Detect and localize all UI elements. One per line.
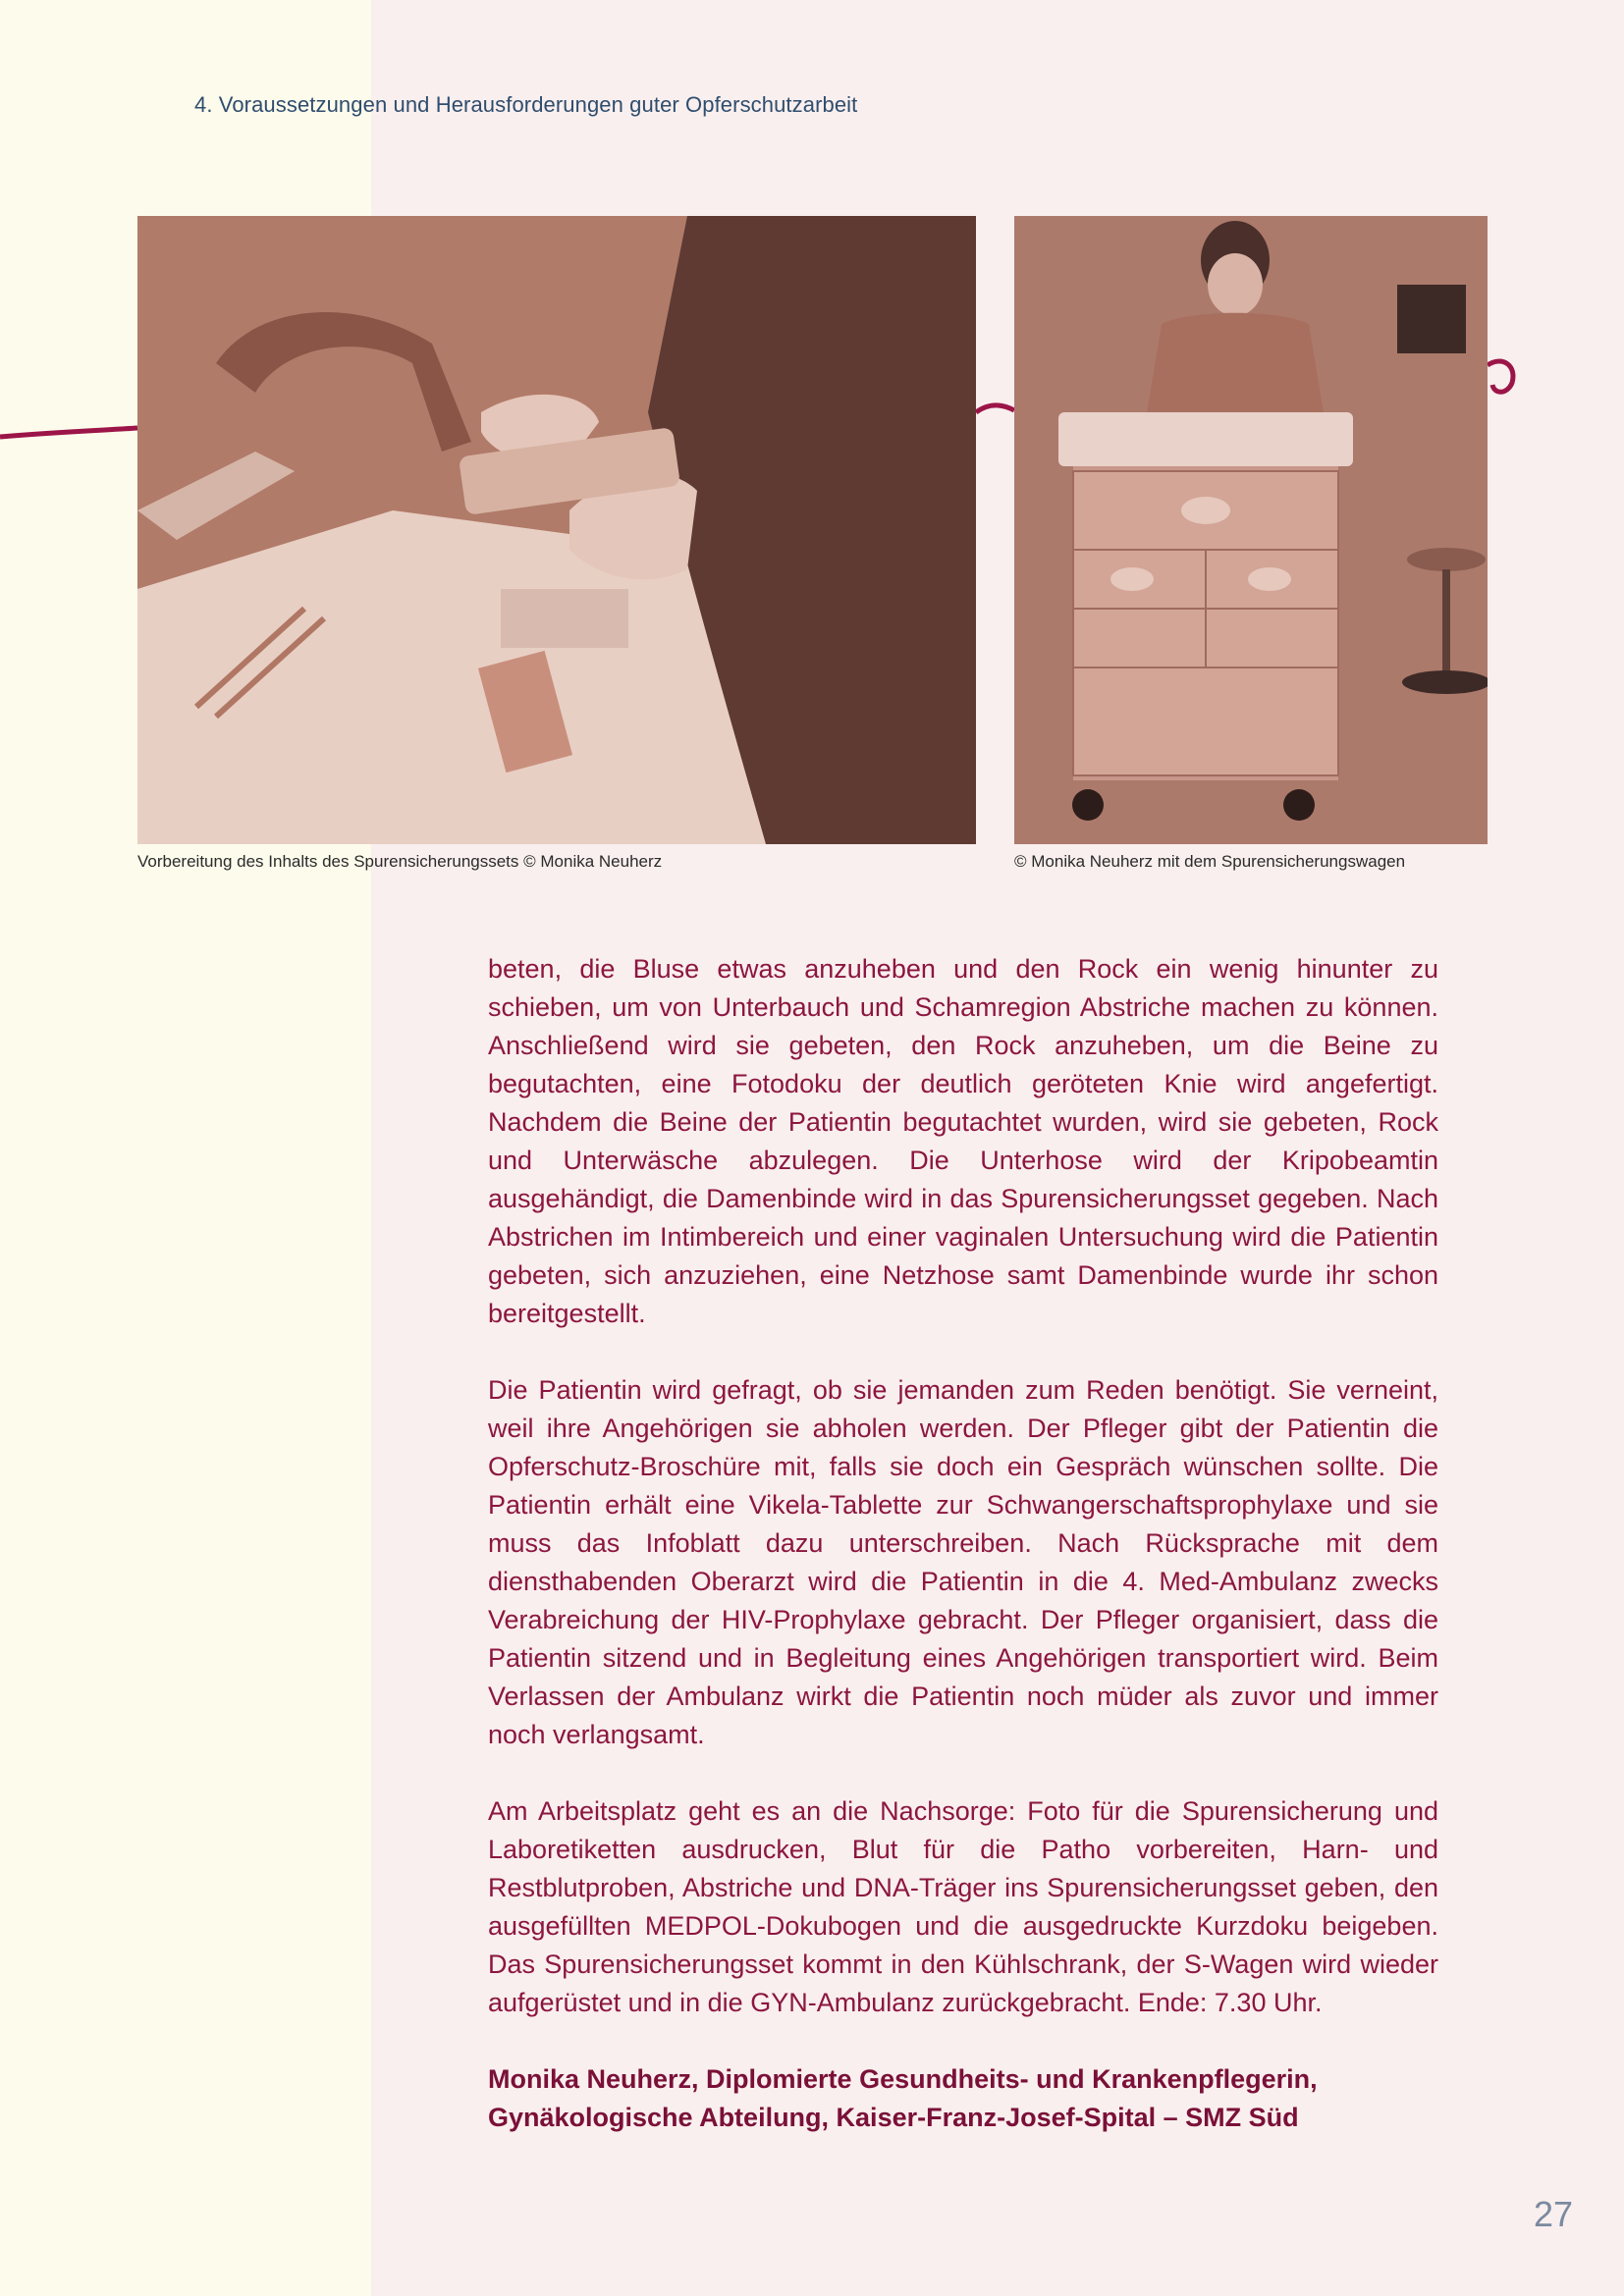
signature-line: Gynäkologische Abteilung, Kaiser-Franz-Josef-Spital – SMZ Süd [488, 2103, 1299, 2132]
paragraph: beten, die Bluse etwas anzuheben und den Rock ein wenig hinunter zu schieben, um von Unterbauch und Schamregion Abstriche machen zu können. Anschließend wird sie gebeten, den Rock anzuheben, um die Beine zu begutachten, eine Fotodoku der deutlich geröteten Knie wird angefertigt. Nachdem die Beine der Patientin begutachtet wurden, wird sie gebeten, Rock und Unterwäsche abzulegen. Die Unterhose wird der Kripobeamtin ausgehändigt, die Damenbinde wird in das Spurensicherungsset gegeben. Nach Abstrichen im Intimbereich und einer vaginalen Untersuchung wird die Patientin gebeten, sich anzuziehen, eine Netzhose samt Damenbinde wurde ihr schon bereitgestellt. [488, 954, 1438, 1328]
photo-evidence-kit-preparation [137, 216, 976, 844]
author-signature [488, 2060, 1438, 2137]
paragraph: Die Patientin wird gefragt, ob sie jemanden zum Reden benötigt. Sie verneint, weil ihre Angehörigen sie abholen werden. Der Pfleger gibt der Patientin die Opferschutz-Broschüre mit, falls sie doch ein Gespräch wünschen sollte. Die Patientin erhält eine Vikela-Tablette zur Schwangerschaftsprophylaxe und sie muss das Infoblatt dazu unterschreiben. Nach Rücksprache mit dem diensthabenden Oberarzt wird die Patientin in die 4. Med-Ambulanz zwecks Verabreichung der HIV-Prophylaxe gebracht. Der Pfleger organisiert, dass die Patientin sitzend und in Begleitung eines Angehörigen transportiert wird. Beim Verlassen der Ambulanz wirkt die Patientin noch müder als zuvor und immer noch verlangsamt. [488, 1375, 1438, 1749]
paragraph: Am Arbeitsplatz geht es an die Nachsorge: Foto für die Spurensicherung und Laboretiketten ausdrucken, Blut für die Patho vorbereiten, Harn- und Restblutproben, Abstriche und DNA-Träger ins Spurensicherungsset geben, den ausgefüllten MEDPOL-Dokubogen und die ausgedruckte Kurzdoku beigeben. Das Spurensicherungsset kommt in den Kühlschrank, der S-Wagen wird wieder aufgerüstet und in die GYN-Ambulanz zurückgebracht. Ende: 7.30 Uhr. [488, 1796, 1438, 2017]
photo-caption-left: Vorbereitung des Inhalts des Spurensicherungssets © Monika Neuherz [137, 852, 663, 871]
signature-line: Monika Neuherz, Diplomierte Gesundheits- und Krankenpflegerin, [488, 2064, 1318, 2094]
article-body [488, 950, 1438, 2137]
running-head: 4. Voraussetzungen und Herausforderungen guter Opferschutzarbeit [194, 92, 858, 117]
photo-evidence-cart [1014, 216, 1488, 844]
page-number: 27 [1533, 2194, 1573, 2234]
photo-caption-right: © Monika Neuherz mit dem Spurensicherungswagen [1014, 852, 1406, 871]
